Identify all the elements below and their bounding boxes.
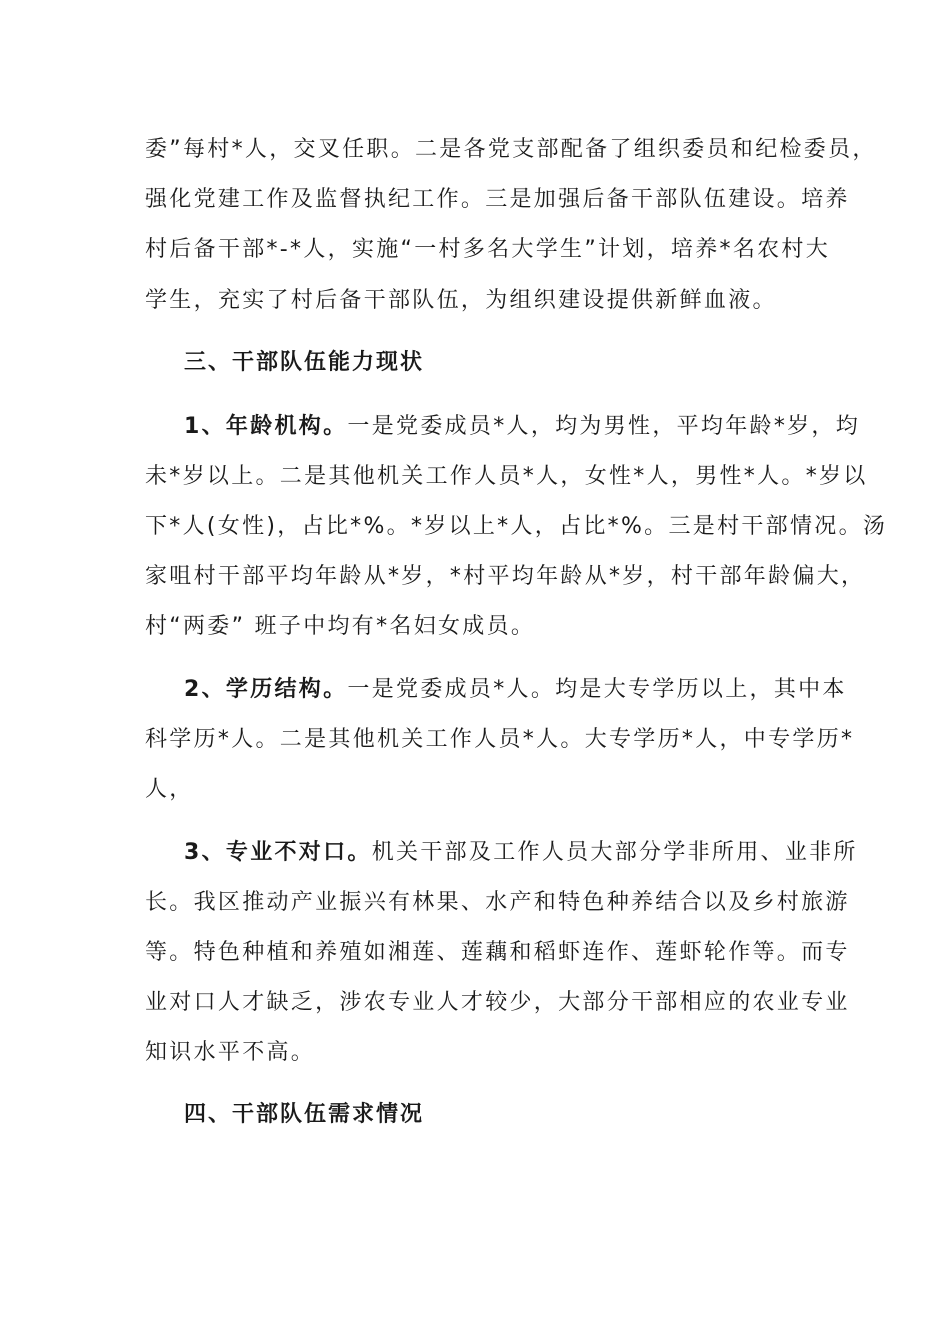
paragraph-line: 等。特色种植和养殖如湘莲、莲藕和稻虾连作、莲虾轮作等。而专 bbox=[145, 940, 850, 965]
paragraph-line: 业对口人才缺乏，涉农专业人才较少，大部分干部相应的农业专业 bbox=[145, 990, 850, 1015]
paragraph-line: 未*岁以上。二是其他机关工作人员*人，女性*人，男性*人。*岁以 bbox=[145, 464, 868, 489]
item-first-line bbox=[184, 675, 847, 705]
item-text: 一是党委成员*人。均是大专学历以上，其中本 bbox=[347, 677, 847, 702]
item-text: 一是党委成员*人，均为男性，平均年龄*岁，均 bbox=[347, 414, 861, 439]
paragraph-line: 委”每村*人，交叉任职。二是各党支部配备了组织委员和纪检委员， bbox=[145, 137, 877, 162]
paragraph-line: 村后备干部*-*人，实施“一村多名大学生”计划，培养*名农村大 bbox=[145, 237, 831, 262]
section-heading: 三、干部队伍能力现状 bbox=[184, 350, 425, 375]
paragraph-line: 长。我区推动产业振兴有林果、水产和特色种养结合以及乡村旅游 bbox=[145, 890, 850, 915]
item-first-line bbox=[184, 412, 861, 442]
item-first-line bbox=[184, 838, 858, 868]
item-label: 3、专业不对口。 bbox=[184, 840, 372, 865]
paragraph-line: 家咀村干部平均年龄从*岁，*村平均年龄从*岁，村干部年龄偏大， bbox=[145, 564, 866, 589]
item-label: 1、年龄机构。 bbox=[184, 414, 348, 439]
paragraph-line: 村“两委” 班子中均有*名妇女成员。 bbox=[145, 614, 536, 639]
paragraph-line: 下*人(女性)，占比*%。*岁以上*人，占比*%。三是村干部情况。汤 bbox=[145, 514, 888, 539]
paragraph-line: 强化党建工作及监督执纪工作。三是加强后备干部队伍建设。培养 bbox=[145, 187, 850, 212]
item-label: 2、学历结构。 bbox=[184, 677, 348, 702]
paragraph-line: 知识水平不高。 bbox=[145, 1040, 316, 1065]
paragraph-line: 科学历*人。二是其他机关工作人员*人。大专学历*人，中专学历* bbox=[145, 727, 855, 752]
section-heading: 四、干部队伍需求情况 bbox=[184, 1102, 425, 1127]
paragraph-line: 人， bbox=[145, 777, 194, 802]
paragraph-line: 学生，充实了村后备干部队伍，为组织建设提供新鲜血液。 bbox=[145, 288, 777, 313]
item-text: 机关干部及工作人员大部分学非所用、业非所 bbox=[371, 840, 858, 865]
